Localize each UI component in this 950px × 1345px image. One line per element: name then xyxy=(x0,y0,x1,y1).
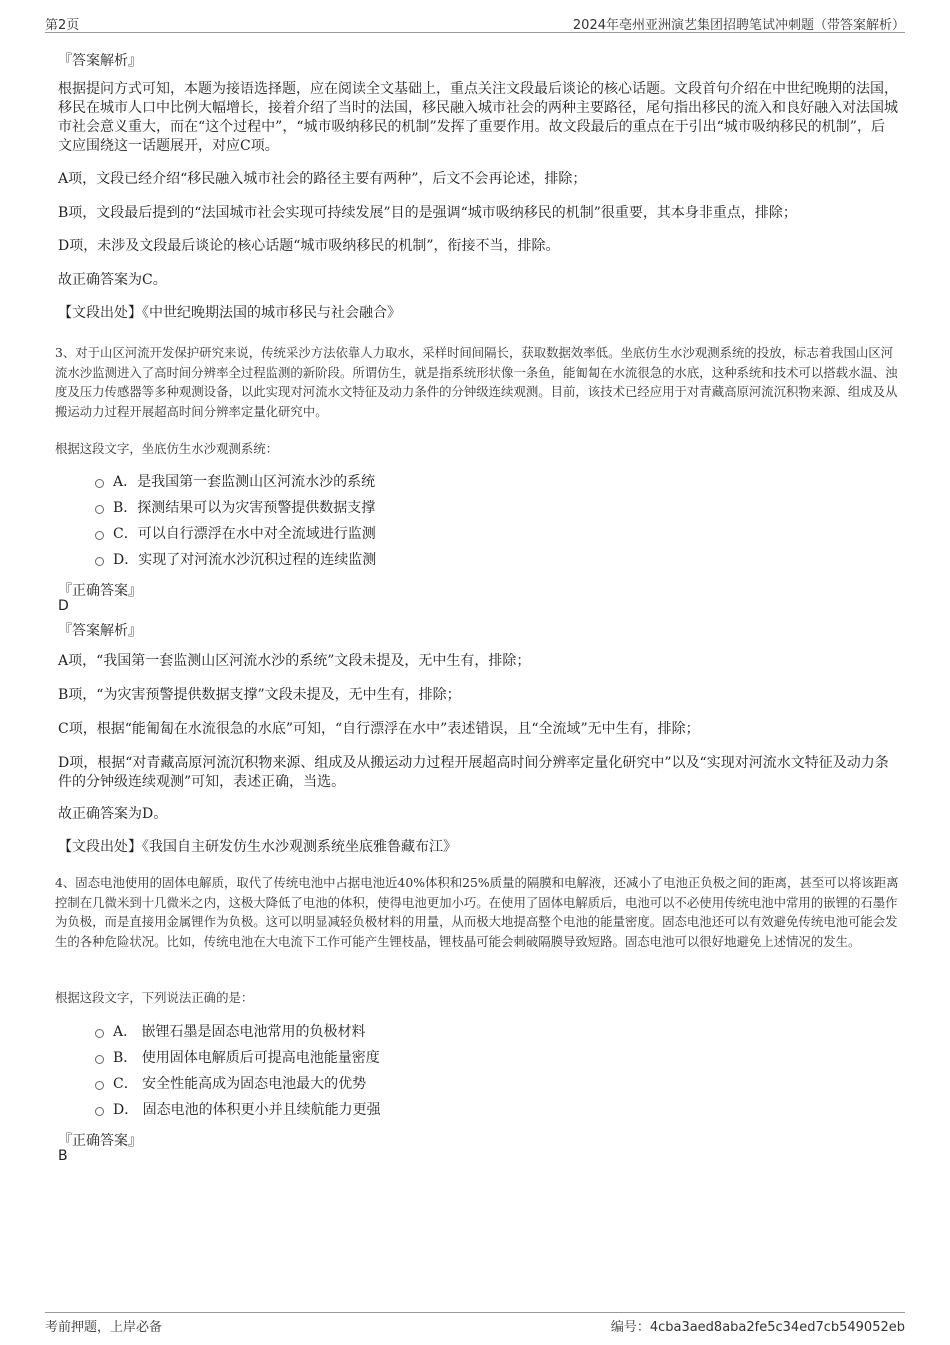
q3-analysis-label: 『答案解析』 xyxy=(58,623,142,639)
q4-option-c[interactable]: C． 安全性能高成为固态电池最大的优势 xyxy=(95,1075,366,1093)
q4-option-b[interactable]: B． 使用固体电解质后可提高电池能量密度 xyxy=(95,1049,380,1067)
document-title: 2024年亳州亚洲演艺集团招聘笔试冲刺题（带答案解析） xyxy=(572,18,905,33)
q4-correct-answer: B xyxy=(58,1148,68,1164)
q4-correct-label: 『正确答案』 xyxy=(58,1133,142,1149)
q2-conclusion: 故正确答案为C。 xyxy=(58,272,167,288)
radio-icon[interactable] xyxy=(95,1029,104,1038)
radio-icon[interactable] xyxy=(95,1107,104,1116)
q3-option-a[interactable]: A．是我国第一套监测山区河流水沙的系统 xyxy=(95,473,375,491)
q4-option-a[interactable]: A． 嵌锂石墨是固态电池常用的负极材料 xyxy=(95,1023,366,1041)
q3-option-b-analysis: B项，“为灾害预警提供数据支撑”文段未提及，无中生有，排除； xyxy=(58,687,461,703)
q3-option-d-analysis: D项，根据“对青藏高原河流沉积物来源、组成及从搬运动力过程开展超高时间分辨率定量化研究中”以及“实现对河流水文特征及动力条件的分钟级连续观测”可知，表述正确，当选。 xyxy=(58,755,889,790)
q3-option-b[interactable]: B．探测结果可以为灾害预警提供数据支撑 xyxy=(95,499,375,517)
q3-option-c-analysis: C项，根据“能匍匐在水流很急的水底”可知，“自行漂浮在水中”表述错误，且“全流域”无中生有，排除； xyxy=(58,721,700,737)
page-number: 第2页 xyxy=(45,18,80,33)
q3-option-a-analysis: A项，“我国第一套监测山区河流水沙的系统”文段未提及，无中生有，排除； xyxy=(58,653,531,669)
q4-option-d[interactable]: D． 固态电池的体积更小并且续航能力更强 xyxy=(95,1101,381,1119)
q4-prompt: 根据这段文字，下列说法正确的是： xyxy=(55,990,254,1005)
q4-passage: 4、固态电池使用的固体电解质，取代了传统电池中占据电池近40%体积和25%质量的隔膜和电解液，还减小了电池正负极之间的距离，甚至可以将该距离控制在几微米到十几微米之内，这极大降低了电池的体积，使得电池更加小巧。在使用了固体电解质后，电池可以不必使用传统电池中常用的嵌锂的石墨作为负极，而是直接用金属锂作为负极。这可以明显减轻负极材料的用量，从而极大地提高整个电池的能量密度。固态电池还可以有效避免传统电池可能会发生的各种危险状况。比如，传统电池在大电流下工作可能产生锂枝晶，锂枝晶可能会刺破隔膜导致短路。固态电池可以很好地避免上述情况的发生。 xyxy=(55,875,899,949)
radio-icon[interactable] xyxy=(95,557,104,566)
document-id: 编号：4cba3aed8aba2fe5c34ed7cb549052eb xyxy=(610,1320,905,1335)
q3-correct-answer: D xyxy=(58,598,69,614)
q2-source: 【文段出处】《中世纪晚期法国的城市移民与社会融合》 xyxy=(58,305,401,321)
q3-option-c[interactable]: C．可以自行漂浮在水中对全流域进行监测 xyxy=(95,525,376,543)
radio-icon[interactable] xyxy=(95,1081,104,1090)
radio-icon[interactable] xyxy=(95,479,104,488)
q3-conclusion: 故正确答案为D。 xyxy=(58,806,168,822)
q2-option-a-analysis: A项，文段已经介绍“移民融入城市社会的路径主要有两种”，后文不会再论述，排除； xyxy=(58,171,587,187)
q3-prompt: 根据这段文字，坐底仿生水沙观测系统： xyxy=(55,441,279,456)
q3-source: 【文段出处】《我国自主研发仿生水沙观测系统坐底雅鲁藏布江》 xyxy=(58,839,457,855)
q2-option-b-analysis: B项，文段最后提到的“法国城市社会实现可持续发展”目的是强调“城市吸纳移民的机制”很重要，其本身非重点，排除； xyxy=(58,205,797,221)
q2-option-d-analysis: D项，未涉及文段最后谈论的核心话题“城市吸纳移民的机制”，衔接不当，排除。 xyxy=(58,238,560,254)
q3-correct-label: 『正确答案』 xyxy=(58,583,142,599)
radio-icon[interactable] xyxy=(95,531,104,540)
page-footer xyxy=(45,1312,905,1335)
q3-option-d[interactable]: D．实现了对河流水沙沉积过程的连续监测 xyxy=(95,551,376,569)
radio-icon[interactable] xyxy=(95,505,104,514)
q2-analysis-label: 『答案解析』 xyxy=(58,53,142,69)
page-header xyxy=(45,12,905,33)
q3-passage: 3、对于山区河流开发保护研究来说，传统采沙方法依靠人力取水，采样时间间隔长，获取数据效率低。坐底仿生水沙观测系统的投放，标志着我国山区河流水沙监测进入了高时间分辨率全过程监测的新阶段。所谓仿生，就是指系统形状像一条鱼，能匍匐在水流很急的水底，这种系统和技术可以搭载水温、浊度及压力传感器等多种观测设备，以此实现对河流水文特征及动力条件的分钟级连续观测。目前，该技术已经应用于对青藏高原河流沉积物来源、组成及从搬运动力过程开展超高时间分辨率定量化研究中。 xyxy=(55,345,898,419)
radio-icon[interactable] xyxy=(95,1055,104,1064)
q2-analysis: 根据提问方式可知，本题为接语选择题，应在阅读全文基础上，重点关注文段最后谈论的核心话题。文段首句介绍在中世纪晚期的法国，移民在城市人口中比例大幅增长，接着介绍了当时的法国，移民融入城市社会的两种主要路径，尾句指出移民的流入和良好融入对法国城市社会意义重大，而在“这个过程中”，“城市吸纳移民的机制”发挥了重要作用。故文段最后的重点在于引出“城市吸纳移民的机制”，后文应围绕这一话题展开，对应C项。 xyxy=(58,81,898,154)
footer-slogan: 考前押题，上岸必备 xyxy=(45,1320,163,1335)
